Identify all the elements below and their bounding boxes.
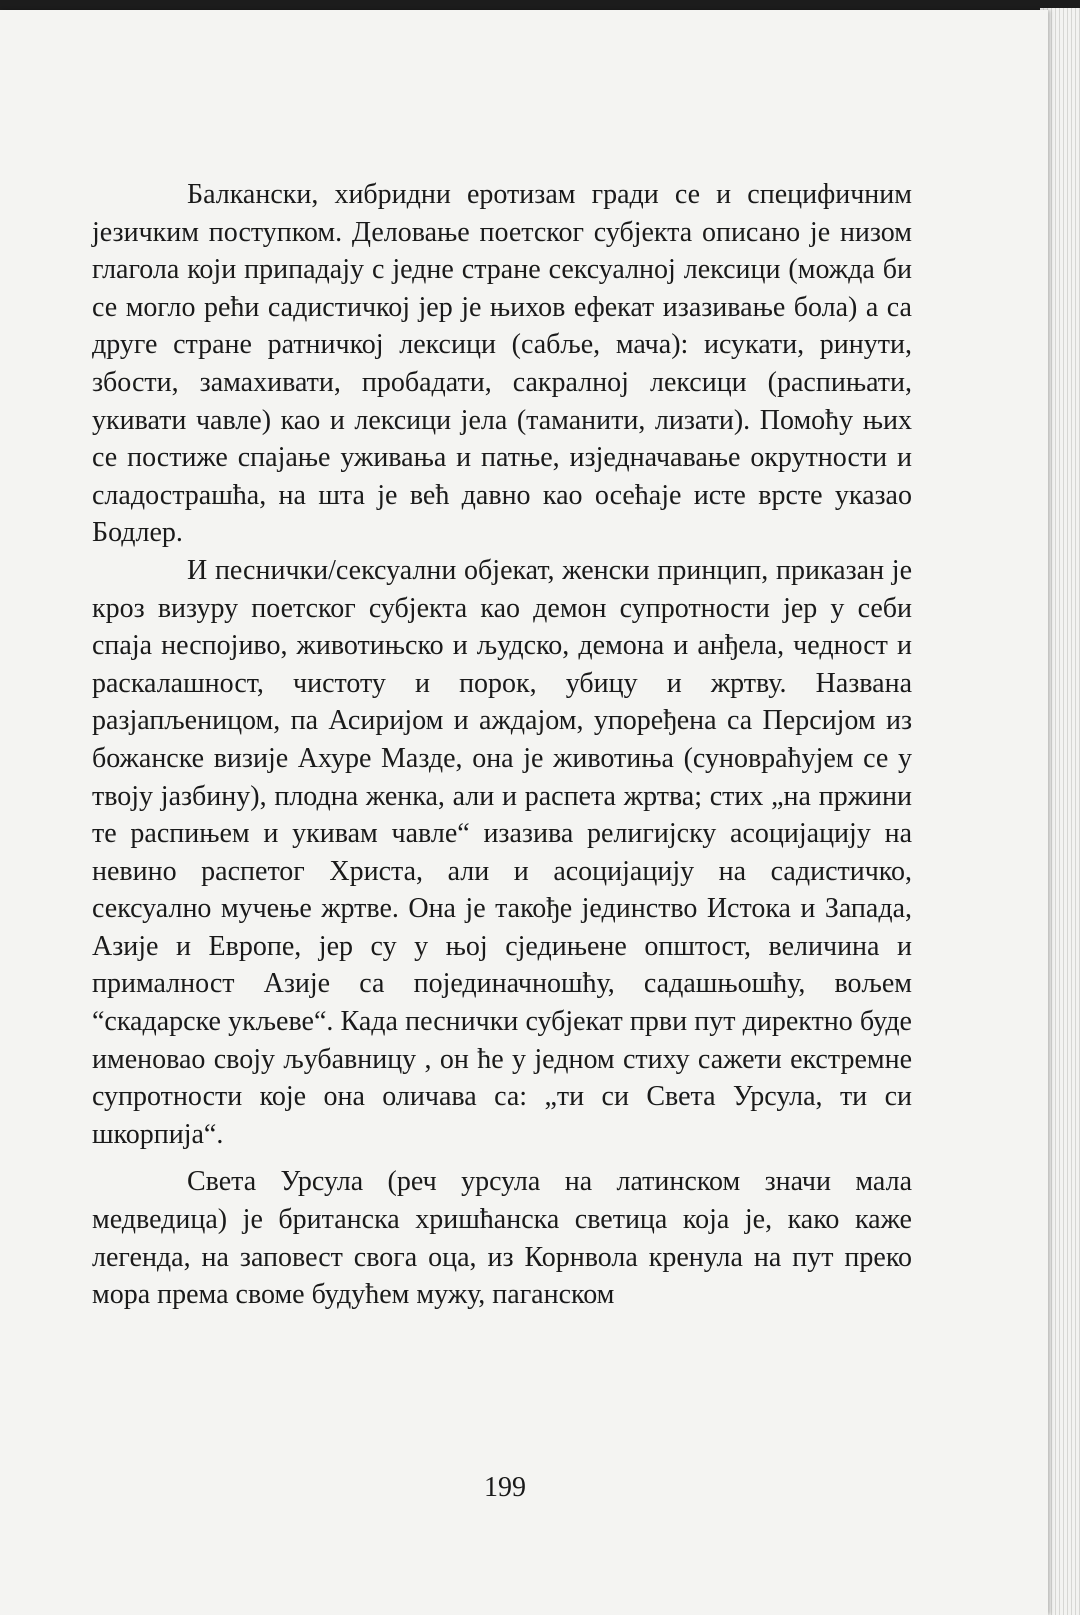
paragraph-3: Света Урсула (реч урсула на латинском значи мала медведица) је британска хришћанска светица која је, како каже легенда, на заповест свога оца, из Корнвола кренула на пут преко мора према своме будућем мужу, паганском bbox=[92, 1166, 912, 1311]
body-text bbox=[92, 176, 912, 1314]
paragraph-2: И песнички/сексуални објекат, женски принцип, приказан је кроз визуру поетског субјекта као демон супротности јер у себи спаја неспојиво, животињско и људско, демона и анђела, чедност и раскалашност, чистоту и порок, убицу и жртву. Названа разјапљеницом, па Асиријом и аждајом, упоређена са Персијом из божанске визије Ахуре Мазде, она је животиња (суновраћујем се у твоју јазбину), плодна женка, али и распета жртва; стих „на пржини те распињем и укивам чавле“ изазива религијску асоцијацију на невино распетог Христа, али и асоцијацију на садистичко, сексуално мучење жртве. Она је такође јединство Истока и Запада, Азије и Европе, јер су у њој сједињене општост, величина и прималност Азије са појединачношћу, садашњошћу, вољем “скадарске укљеве“. Када песнички субјекат први пут директно буде именовао своју љубавницу , он ће у једном стиху сажети екстремне супротности које она оличава са: „ти си Света Урсула, ти си шкорпија“. bbox=[92, 554, 912, 1150]
book-page bbox=[0, 10, 1048, 1615]
paragraph-1: Балкански, хибридни еротизам гради се и специфичним језичким поступком. Деловање поетског субјекта описано је низом глагола који припадају с једне стране сексуалној лексици (можда би се могло рећи садистичкој јер је њихов ефекат изазивање бола) а са друге стране ратничкој лексици (сабље, мача): исукати, ринути, збости, замахивати, пробадати, сакралној лексици (распињати, укивати чавле) као и лексици јела (таманити, лизати). Помоћу њих се постиже спајање уживања и патње, изједначавање окрутности и сладострашћа, на шта је већ давно као осећаје исте врсте указао Бодлер. bbox=[92, 179, 912, 549]
page-number: 199 bbox=[484, 1472, 526, 1503]
